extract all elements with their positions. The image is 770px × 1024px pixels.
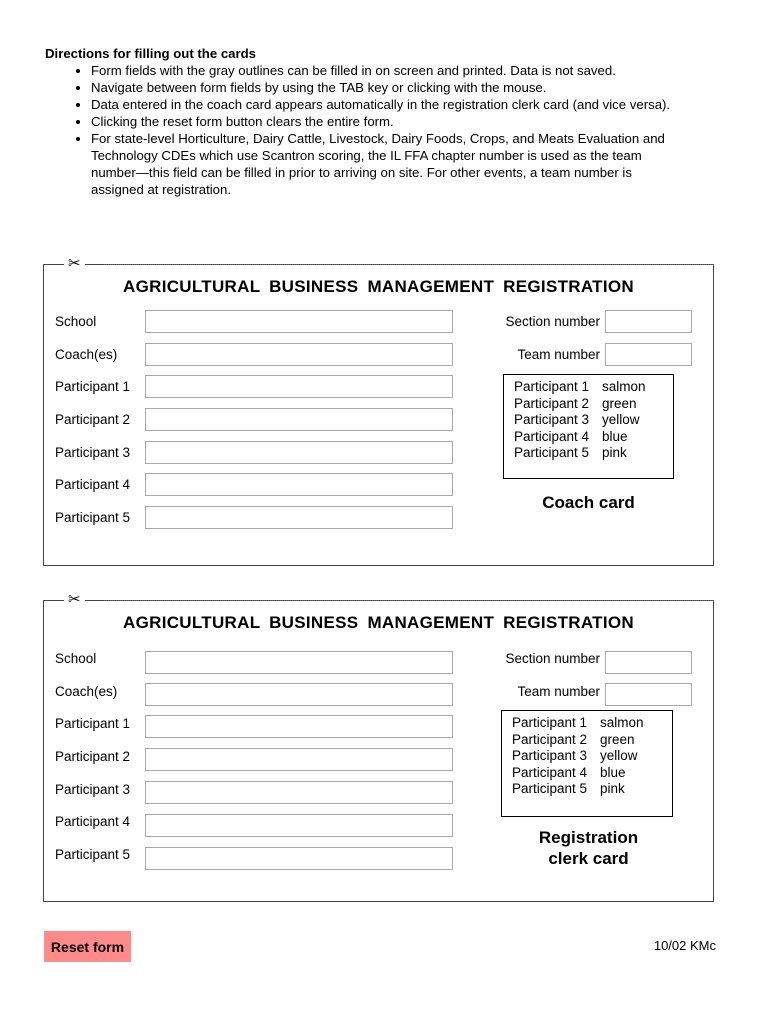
participant-4-field[interactable] [145,473,453,496]
directions-list [45,62,685,198]
team-number-field[interactable] [605,343,692,366]
color-key-row: Participant 5 pink [512,781,625,796]
card-name: Coach card [542,493,635,512]
revision-code: 10/02 KMc [653,938,716,953]
directions-item: • Data entered in the coach card appears automatically in the registration clerk card (and vice versa). [91,96,685,113]
color-key-row: Participant 4 blue [514,428,628,444]
section-number-field[interactable] [605,651,692,674]
participant-2-field[interactable] [145,408,453,431]
school-field[interactable] [145,651,453,674]
participant-2-label: Participant 2 [55,749,131,764]
participant-5-field[interactable] [145,506,453,529]
reset-form-button[interactable]: Reset form [44,931,131,962]
directions-item: • Form fields with the gray outlines can be filled in on screen and printed. Data is not saved. [91,62,685,79]
participant-5-field[interactable] [145,847,453,870]
color-key-row: Participant 3 yellow [512,748,638,763]
color-key-row: Participant 3 yellow [514,412,640,427]
participant-3-field[interactable] [145,441,453,464]
directions-title: Directions for filling out the cards [45,46,257,61]
team-number-label: Team number [517,684,600,699]
section-number-field[interactable] [605,310,692,333]
cut-line [104,600,713,601]
coach-label: Coach(es) [55,684,118,699]
participant-1-field[interactable] [145,715,453,738]
coach-card [43,255,714,566]
directions-item: • Clicking the reset form button clears the entire form. [91,113,685,130]
color-key-row: Participant 2 green [512,731,635,747]
section-number-label: Section number [505,314,600,329]
participant-3-label: Participant 3 [55,445,131,460]
color-key-row: Participant 1 salmon [514,379,646,394]
participant-1-label: Participant 1 [55,379,131,394]
participant-5-label: Participant 5 [55,510,131,525]
card-title: AGRICULTURAL BUSINESS MANAGEMENT REGISTRATION [123,277,634,296]
color-key-row: Participant 2 green [514,395,637,411]
card-name: Registration clerk card [538,828,639,868]
coach-field[interactable] [145,683,453,706]
registration-clerk-card [43,591,714,902]
cut-line [104,264,713,265]
participant-5-label: Participant 5 [55,847,131,862]
scissors-icon: ✂ [64,255,85,273]
card-title: AGRICULTURAL BUSINESS MANAGEMENT REGISTRATION [123,613,634,632]
participant-3-label: Participant 3 [55,782,131,797]
color-key-row: Participant 4 blue [512,764,626,780]
directions [45,45,685,198]
color-key-row: Participant 5 pink [514,445,627,460]
coach-field[interactable] [145,343,453,366]
school-label: School [55,651,97,666]
participant-2-label: Participant 2 [55,412,131,427]
scissors-icon: ✂ [64,591,85,609]
participant-1-field[interactable] [145,375,453,398]
participant-color-key [501,710,673,817]
coach-label: Coach(es) [55,347,118,362]
school-label: School [55,314,97,329]
participant-2-field[interactable] [145,748,453,771]
participant-4-label: Participant 4 [55,814,131,829]
team-number-field[interactable] [605,683,692,706]
participant-4-label: Participant 4 [55,477,131,492]
participant-color-key [503,374,674,479]
participant-1-label: Participant 1 [55,716,131,731]
team-number-label: Team number [517,347,600,362]
directions-item: • For state-level Horticulture, Dairy Cattle, Livestock, Dairy Foods, Crops, and Meats Evaluation and Technology CDEs which use Scantron scoring, the IL FFA chapter number is used as the team number—this field can be filled in prior to arriving on site. For other events, a team number is assigned at registration. [91,130,685,198]
school-field[interactable] [145,310,453,333]
participant-3-field[interactable] [145,781,453,804]
section-number-label: Section number [505,651,600,666]
color-key-row: Participant 1 salmon [512,715,644,730]
participant-4-field[interactable] [145,814,453,837]
directions-item: • Navigate between form fields by using the TAB key or clicking with the mouse. [91,79,685,96]
